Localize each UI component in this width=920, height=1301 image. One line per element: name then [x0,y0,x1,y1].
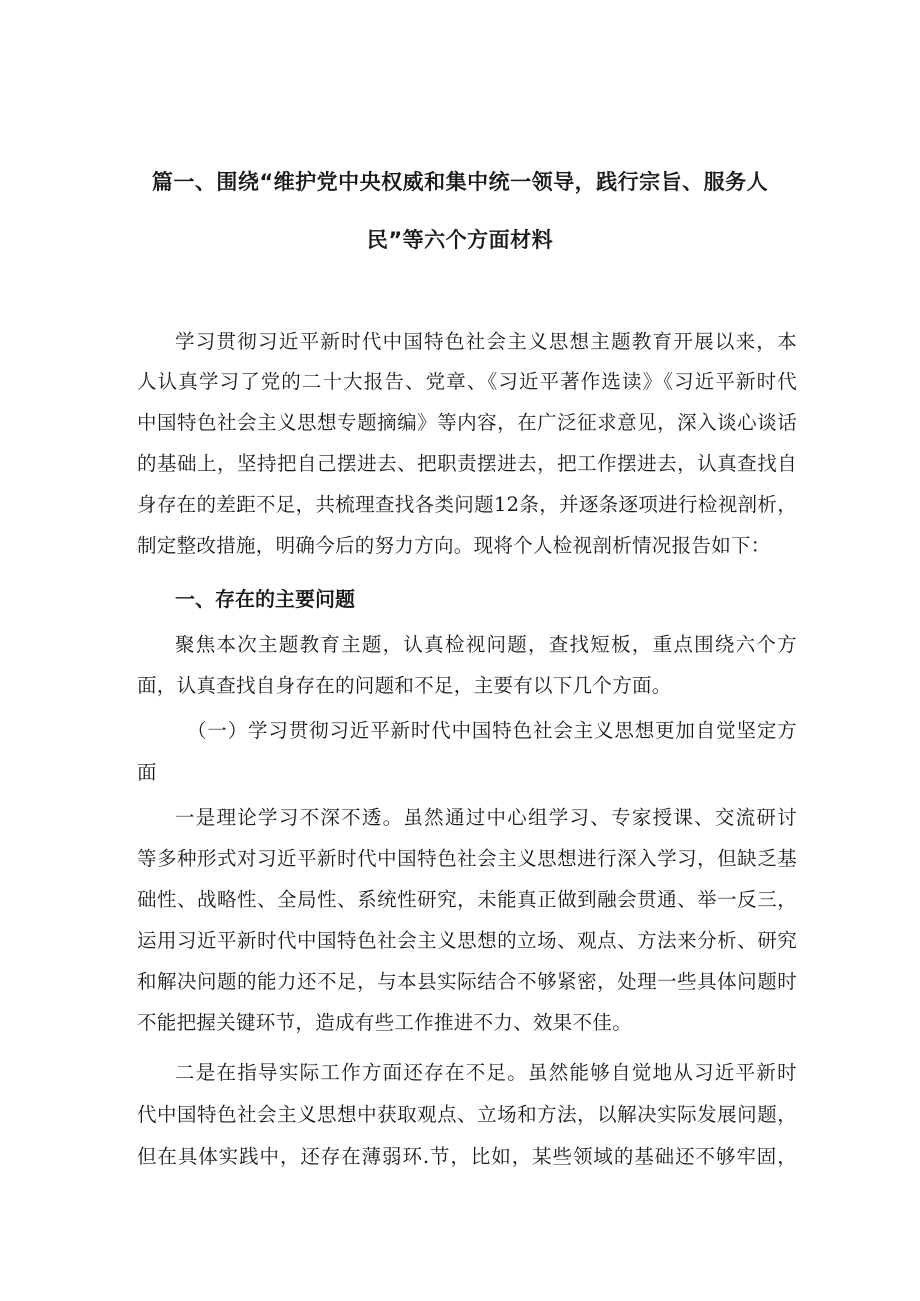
paragraph-3-line: 运用习近平新时代中国特色社会主义思想的立场、观点、方法来分析、研究 [137,929,797,952]
document-title-line-1: 篇一、围绕“维护党中央权威和集中统一领导，践行宗旨、服务人 [151,170,769,194]
paragraph-1-line: 学习贯彻习近平新时代中国特色社会主义思想主题教育开展以来，本 [175,330,797,353]
paragraph-2-line: 聚焦本次主题教育主题，认真检视问题，查找短板，重点围绕六个方 [175,633,797,656]
paragraph-1-line: 制定整改措施，明确今后的努力方向。现将个人检视剖析情况报告如下： [137,534,771,557]
paragraph-3-line: 不能把握关键环节，造成有些工作推进不力、效果不佳。 [137,1011,633,1034]
paragraph-4-line: 代中国特色社会主义思想中获取观点、立场和方法，以解决实际发展问题， [137,1103,797,1126]
paragraph-4-line: 二是在指导实际工作方面还存在不足。虽然能够自觉地从习近平新时 [175,1061,797,1084]
paragraph-3-line: 础性、战略性、全局性、系统性研究，未能真正做到融会贯通、举一反三， [137,888,797,911]
section-heading: 一、存在的主要问题 [175,587,355,611]
paragraph-2-line: 面，认真查找自身存在的问题和不足，主要有以下几个方面。 [137,674,672,697]
paragraph-1-line: 人认真学习了党的二十大报告、党章、《习近平著作选读》《习近平新时代 [137,370,797,393]
paragraph-4-line: 但在具体实践中，还存在薄弱环.节，比如，某些领域的基础还不够牢固， [137,1145,797,1168]
paragraph-1-line: 身存在的差距不足，共梳理查找各类问题12条，并逐条逐项进行检视剖析， [137,493,797,516]
paragraph-3-line: 一是理论学习不深不透。虽然通过中心组学习、专家授课、交流研讨 [175,806,797,829]
document-title-line-2: 民”等六个方面材料 [366,228,554,252]
paragraph-1-line: 的基础上，坚持把自己摆进去、把职责摆进去，把工作摆进去，认真查找自 [137,452,797,475]
paragraph-1-line: 中国特色社会主义思想专题摘编》等内容，在广泛征求意见，深入谈心谈话 [137,411,797,434]
subsection-heading: 面 [137,761,157,784]
subsection-heading: （一）学习贯彻习近平新时代中国特色社会主义思想更加自觉坚定方 [187,719,797,742]
paragraph-3-line: 和解决问题的能力还不足，与本县实际结合不够紧密，处理一些具体问题时 [137,970,797,993]
paragraph-3-line: 等多种形式对习近平新时代中国特色社会主义思想进行深入学习，但缺乏基 [137,847,797,870]
